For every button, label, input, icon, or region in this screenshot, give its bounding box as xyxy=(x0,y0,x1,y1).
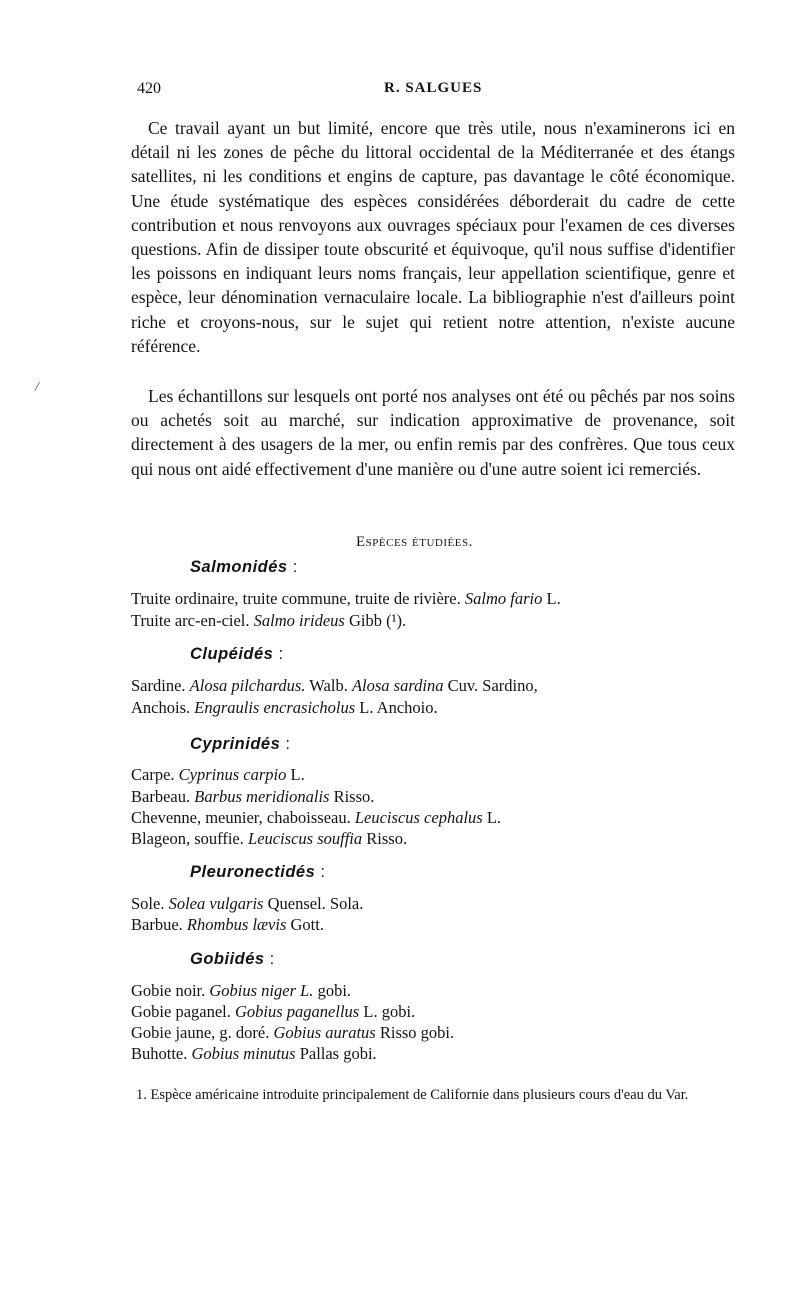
author: L. Anchoio. xyxy=(355,698,438,717)
family-name: Pleuronectidés xyxy=(190,863,316,881)
author: gobi. xyxy=(313,981,352,1000)
family-colon: : xyxy=(280,735,291,753)
scientific-name: Cyprinus carpio xyxy=(178,765,287,784)
paragraph-intro: Ce travail ayant un but limité, encore que très utile, nous n'examinerons ici en détail ni les zones de pêche du littoral occidental de la Méditerranée et des étangs satellites, ni les conditions et engins de capture, pas davantage le côté économique. Une étude systématique des espèces considérées déborderait du cadre de cette contribution et nous renvoyons aux ouvrages spéciaux pour l'examen de ces diverses questions. Afin de dissiper toute obscurité et équivoque, qu'il nous suffise d'identifier les poissons en indiquant leurs noms français, leur appellation scientifique, genre et espèce, leur dénomination vernaculaire locale. La bibliographie n'est d'ailleurs point riche et croyons-nous, sur le sujet qui retient notre attention, n'existe aucune référence. xyxy=(131,118,735,356)
common-name: Anchois. xyxy=(131,698,195,717)
section-heading: Espèces étudiées. xyxy=(356,534,473,550)
author: L. xyxy=(482,808,502,827)
family-colon: : xyxy=(264,950,275,968)
family-heading-pleuronectides xyxy=(190,863,325,882)
common-name: Carpe. xyxy=(131,765,179,784)
scientific-name: Rhombus lævis xyxy=(186,915,287,934)
scientific-name: Salmo fario xyxy=(464,589,543,608)
scientific-name: Gobius paganellus xyxy=(235,1002,360,1021)
scientific-name: Engraulis encrasicholus xyxy=(194,698,356,717)
family-name: Cyprinidés xyxy=(190,735,281,753)
common-name: Barbeau. xyxy=(131,787,195,806)
scientific-name: Alosa sardina xyxy=(351,676,444,695)
common-name: Gobie jaune, g. doré. xyxy=(131,1023,274,1042)
author: Gott. xyxy=(286,915,324,934)
author: Quensel. Sola. xyxy=(263,894,364,913)
author: Walb. xyxy=(305,676,352,695)
scientific-name: Gobius minutus xyxy=(191,1044,296,1063)
common-name: Truite ordinaire, truite commune, truite de rivière. xyxy=(131,589,465,608)
family-heading-cyprinides xyxy=(190,735,290,754)
author: Risso. xyxy=(329,787,375,806)
page-number: 420 xyxy=(137,80,161,97)
species-line xyxy=(131,1043,377,1064)
margin-mark: / xyxy=(35,380,39,395)
species-line xyxy=(131,914,324,935)
common-name: Barbue. xyxy=(131,915,187,934)
paragraph-samples: Les échantillons sur lesquels ont porté nos analyses ont été ou pêchés par nos soins ou achetés soit au marché, sur indication approximative de provenance, soit directement à des usagers de la mer, ou enfin remis par des confrères. Que tous ceux qui nous ont aidé effectivement d'une manière ou d'une autre soient ici remerciés. xyxy=(131,386,735,479)
species-line xyxy=(131,697,438,718)
family-name: Clupéidés xyxy=(190,645,274,663)
running-title: R. SALGUES xyxy=(384,80,483,96)
family-colon: : xyxy=(273,645,284,663)
species-line xyxy=(131,786,374,807)
species-line xyxy=(131,588,561,609)
scientific-name: Salmo irideus xyxy=(253,611,345,630)
common-name: Chevenne, meunier, chaboisseau. xyxy=(131,808,355,827)
family-colon: : xyxy=(287,558,298,576)
species-line xyxy=(131,828,407,849)
common-name: Gobie paganel. xyxy=(131,1002,236,1021)
scientific-name: Leuciscus cephalus xyxy=(354,808,483,827)
scientific-name: Gobius niger L. xyxy=(209,981,314,1000)
family-name: Salmonidés xyxy=(190,558,288,576)
author: Risso. xyxy=(362,829,408,848)
family-heading-clupeides xyxy=(190,645,284,664)
scientific-name: Alosa pilchardus. xyxy=(189,676,306,695)
family-heading-gobiides xyxy=(190,950,275,969)
author: Cuv. Sardino, xyxy=(443,676,538,695)
common-name: Sole. xyxy=(131,894,169,913)
species-line xyxy=(131,980,351,1001)
species-line xyxy=(131,610,406,631)
scientific-name: Gobius auratus xyxy=(273,1023,376,1042)
common-name: Blageon, souffie. xyxy=(131,829,249,848)
species-line xyxy=(131,1022,454,1043)
common-name: Buhotte. xyxy=(131,1044,192,1063)
scientific-name: Solea vulgaris xyxy=(168,894,264,913)
species-line xyxy=(131,807,501,828)
common-name: Sardine. xyxy=(131,676,190,695)
author: Pallas gobi. xyxy=(295,1044,377,1063)
author: Gibb (¹). xyxy=(344,611,407,630)
common-name: Truite arc-en-ciel. xyxy=(131,611,254,630)
species-line xyxy=(131,675,538,696)
species-line xyxy=(131,1001,415,1022)
species-line xyxy=(131,764,305,785)
common-name: Gobie noir. xyxy=(131,981,210,1000)
author: L. xyxy=(542,589,561,608)
family-name: Gobiidés xyxy=(190,950,265,968)
scientific-name: Barbus meridionalis xyxy=(194,787,330,806)
species-line xyxy=(131,893,363,914)
family-colon: : xyxy=(315,863,326,881)
footnote: 1. Espèce américaine introduite principalement de Californie dans plusieurs cours d'eau du Var. xyxy=(136,1087,689,1103)
family-heading-salmonides xyxy=(190,558,298,577)
scientific-name: Leuciscus souffia xyxy=(248,829,363,848)
author: L. xyxy=(286,765,305,784)
author: Risso gobi. xyxy=(375,1023,455,1042)
author: L. gobi. xyxy=(359,1002,416,1021)
